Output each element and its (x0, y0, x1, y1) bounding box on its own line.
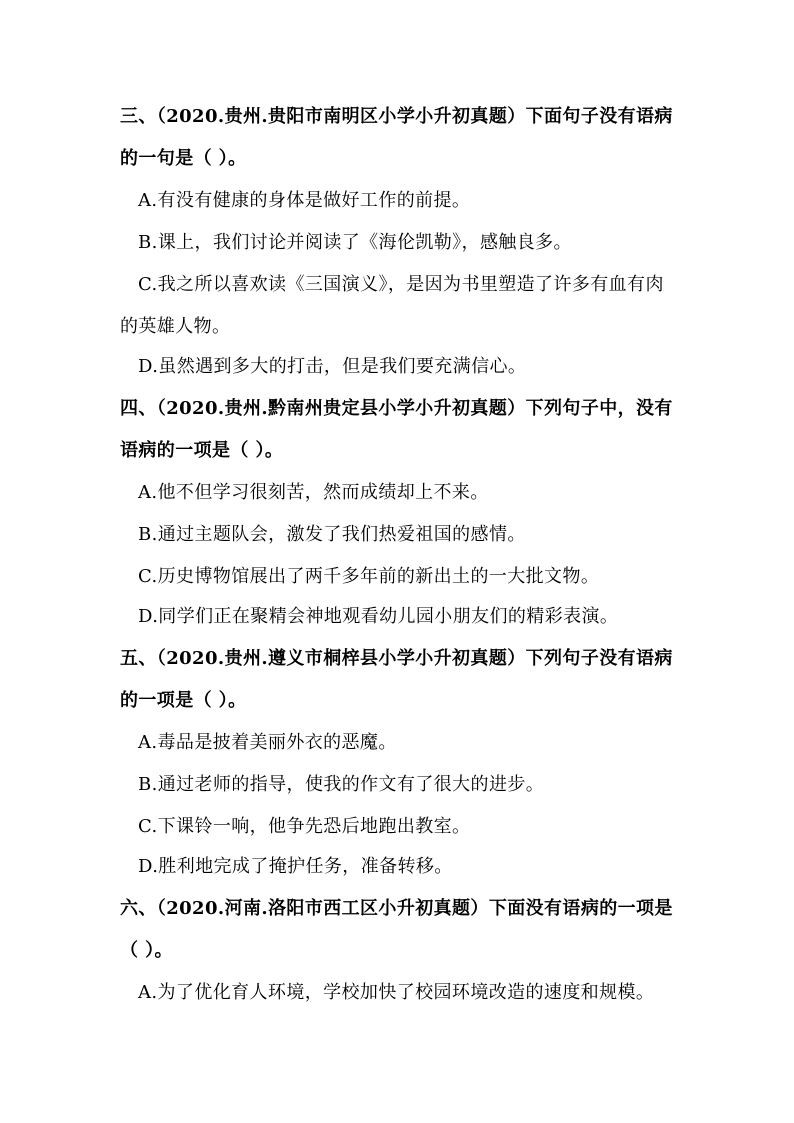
question-5-option-b: B.通过老师的指导，使我的作文有了很大的进步。 (138, 774, 545, 795)
question-3-stem-line-2: 的一句是（ ）。 (120, 148, 247, 169)
question-4-option-c: C.历史博物馆展出了两千多年前的新出土的一大批文物。 (138, 566, 600, 587)
question-6-option-a: A.为了优化育人环境，学校加快了校园环境改造的速度和规模。 (138, 982, 655, 1003)
question-6-stem-line-1: 六、（2020.河南.洛阳市西工区小升初真题）下面没有语病的一项是 (120, 898, 673, 919)
question-3-stem-line-1: 三、（2020.贵州.贵阳市南明区小学小升初真题）下面句子没有语病 (120, 106, 673, 127)
question-6-stem-line-2: （ ）。 (120, 940, 173, 961)
question-4-option-a: A.他不但学习很刻苦，然而成绩却上不来。 (138, 482, 489, 503)
question-4-stem-line-1: 四、（2020.贵州.黔南州贵定县小学小升初真题）下列句子中，没有 (120, 398, 673, 419)
question-5-option-c: C.下课铃一响，他争先恐后地跑出教室。 (138, 816, 471, 837)
question-4-option-b: B.通过主题队会，激发了我们热爱祖国的感情。 (138, 524, 526, 545)
question-5-stem-line-2: 的一项是（ ）。 (120, 690, 247, 711)
question-3-option-d: D.虽然遇到多大的打击，但是我们要充满信心。 (138, 356, 527, 377)
question-4-option-d: D.同学们正在聚精会神地观看幼儿园小朋友们的精彩表演。 (138, 606, 619, 627)
question-3-option-b: B.课上，我们讨论并阅读了《海伦凯勒》，感触良多。 (138, 232, 572, 253)
question-5-stem-line-1: 五、（2020.贵州.遵义市桐梓县小学小升初真题）下列句子没有语病 (120, 648, 673, 669)
question-4-stem-line-2: 语病的一项是（ ）。 (120, 440, 284, 461)
question-3-option-c-continued: 的英雄人物。 (120, 316, 231, 337)
question-5-option-a: A.毒品是披着美丽外衣的恶魔。 (138, 732, 397, 753)
question-3-option-a: A.有没有健康的身体是做好工作的前提。 (138, 190, 471, 211)
question-5-option-d: D.胜利地完成了掩护任务，准备转移。 (138, 856, 453, 877)
question-3-option-c: C.我之所以喜欢读《三国演义》，是因为书里塑造了许多有血有肉 (138, 274, 664, 295)
